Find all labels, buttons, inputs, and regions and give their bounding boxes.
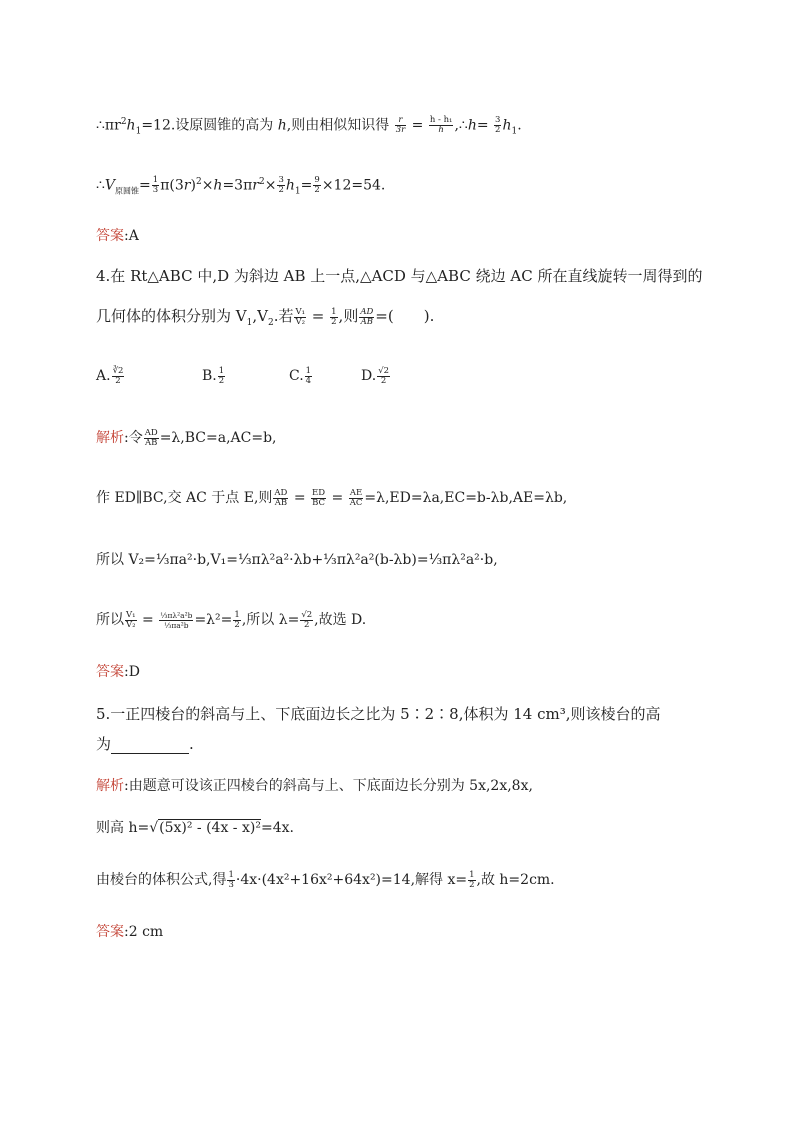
- option-d: D. $\frac{√2}{2}$: [361, 365, 390, 386]
- answer-2cm: 答案:2 cm: [96, 924, 164, 940]
- question-5-line-1: 5.一正四棱台的斜高与上、下底面边长之比为 5∶2∶8,体积为 14 cm³,则该棱台的高: [96, 705, 661, 723]
- fraction-r-3r: $\frac{r}{3r}$: [395, 115, 406, 136]
- solution-4-line-4: 所以 $\frac{\text{V₁}}{\text{V₂}}$ = $\frac{\text{⅓πλ²a²b}}{\text{⅓πa²b}}$ =λ²= $\frac{1}{2}$ ,所以 λ= $\frac{√2}{2}$ ,故选 D.: [96, 609, 367, 630]
- option-c: C. $\frac{1}{4}$: [289, 365, 312, 386]
- solution-5-line-3: 由棱台的体积公式,得 $\frac{1}{3}$ ·4x·(4x²+16x²+64x²)=14,解得 x= $\frac{1}{2}$ ,故 h=2cm.: [96, 869, 555, 890]
- question-4-line-1: 4.在 Rt△ABC 中,D 为斜边 AB 上一点,△ACD 与△ABC 绕边 AC 所在直线旋转一周得到的: [96, 267, 703, 285]
- answer-blank: [111, 739, 189, 754]
- option-b: B. $\frac{1}{2}$: [202, 365, 225, 386]
- fraction-h-h1-h: $\frac{\text{h - h₁}}{h}$: [429, 115, 453, 136]
- solution-5-line-1: 解析:由题意可设该正四棱台的斜高与上、下底面边长分别为 5x,2x,8x,: [96, 778, 533, 794]
- fraction-3-2: $\frac{3}{2}$: [495, 115, 501, 136]
- fraction-1-3: $\frac{1}{3}$: [152, 175, 159, 196]
- fraction-3-2b: $\frac{3}{2}$: [278, 175, 284, 196]
- question-4-line-2: 几何体的体积分别为 $V_1,V_2$.若 $\frac{\text{V₁}}{\text{V₂}}$ = $\frac{1}{2}$ ,则 $\frac{AD}{AB}$ =( ).: [96, 306, 435, 328]
- solution-5-line-2: 则高 h=√(5x)² - (4x - x)²=4x.: [96, 820, 294, 836]
- option-a: A. $\frac{∛2}{2}$: [96, 365, 124, 386]
- fraction-ad-ab: $\frac{AD}{AB}$: [360, 306, 374, 327]
- solution-line-2: $\therefore V_{原圆锥}=$ $\frac{1}{3}$ $\pi(3r)^2\times h=3\pi r^2\times$ $\frac{3}{2}$ $h_1=$ $\frac{9}{2}$ ×12=54.: [96, 175, 386, 197]
- solution-line-1: $\therefore\pi r^2h_1=12$.设原圆锥的高为 h,则由相似知识得 $\frac{r}{3r}$ = $\frac{\text{h - h₁}}{h}$ ,∴h= $\frac{3}{2}$ $h_1$.: [96, 115, 522, 137]
- answer-a: 答案:A: [96, 228, 139, 244]
- solution-4-line-3: 所以 V₂=⅓πa²·b,V₁=⅓πλ²a²·λb+⅓πλ²a²(b-λb)=⅓πλ²a²·b,: [96, 552, 498, 568]
- question-5-line-2: 为 .: [96, 735, 194, 753]
- solution-4-line-1: 解析:令 $\frac{AD}{AB}$ =λ,BC=a,AC=b,: [96, 427, 277, 448]
- solution-4-line-2: 作 ED∥BC,交 AC 于点 E,则 $\frac{AD}{AB}$ = $\frac{ED}{BC}$ = $\frac{AE}{AC}$ =λ,ED=λa,EC=b-λb,AE=λb,: [96, 487, 568, 508]
- fraction-v1-v2: $\frac{\text{V₁}}{\text{V₂}}$: [295, 306, 306, 327]
- fraction-1-2: $\frac{1}{2}$: [331, 306, 337, 327]
- answer-d: 答案:D: [96, 664, 140, 680]
- fraction-9-2: $\frac{9}{2}$: [314, 175, 320, 196]
